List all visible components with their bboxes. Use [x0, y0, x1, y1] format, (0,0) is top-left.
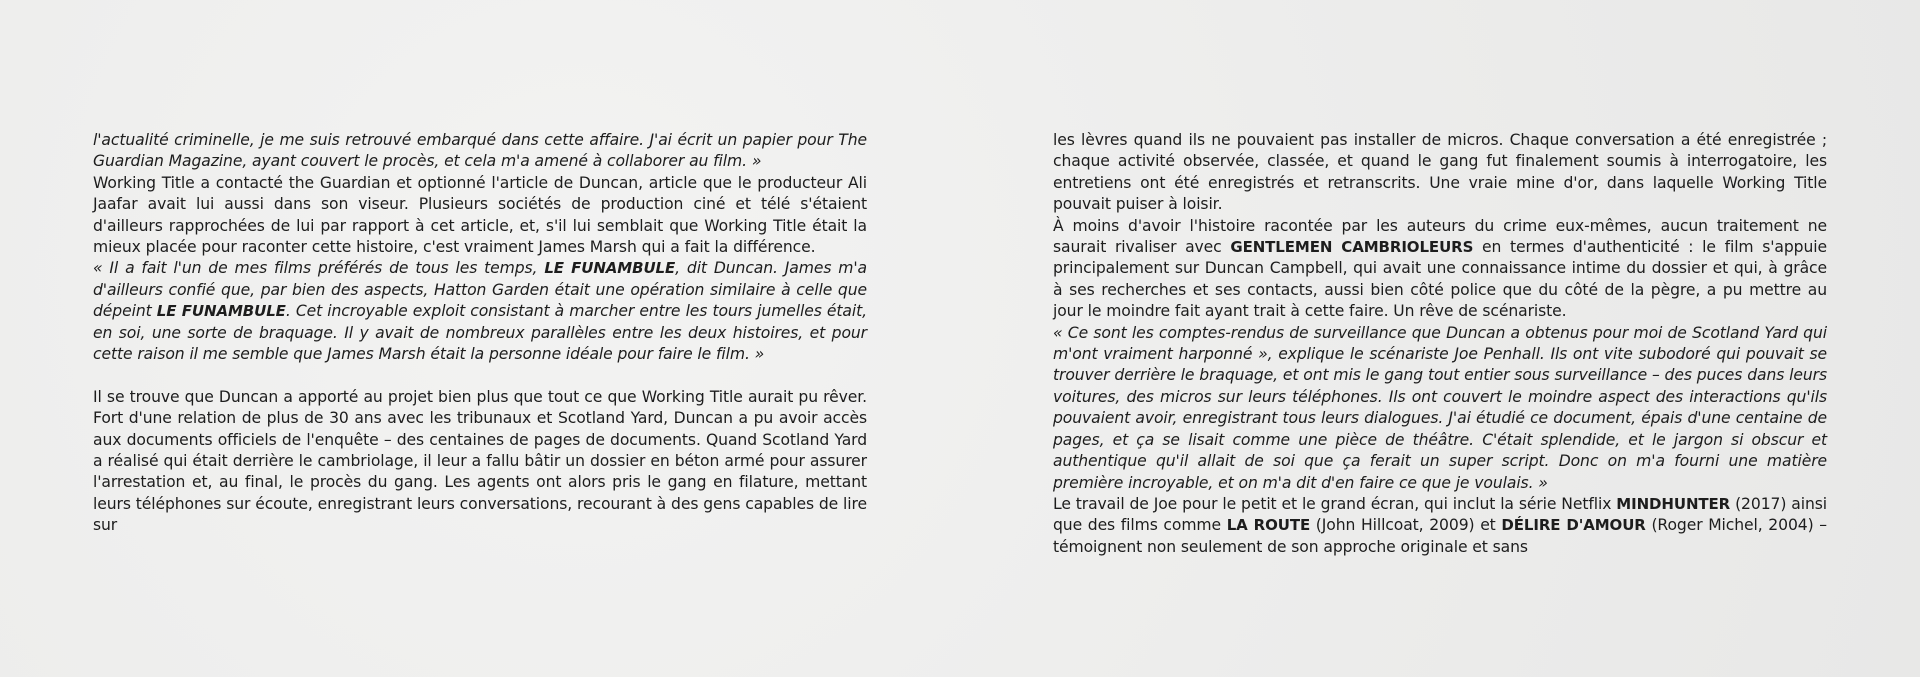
film-title: LE FUNAMBULE	[544, 259, 676, 278]
body-paragraph: Il se trouve que Duncan a apporté au projet bien plus que tout ce que Working Title aurait pu rêver. Fort d'une relation de plus de 30 ans avec les tribunaux et Scotland Yard, Duncan a pu avoir accès aux documents officiels de l'enquête – des centaines de pages de documents. Quand Scotland Yard a réalisé qui était derrière le cambriolage, il leur a fallu bâtir un dossier en béton armé pour assurer l'arrestation et, au final, le procès du gang. Les agents ont alors pris le gang en filature, mettant leurs téléphones sur écoute, enregistrant leurs conversations, recourant à des gens capables de lire sur	[93, 387, 867, 535]
text-run: (2017) ainsi que des films comme	[1053, 494, 1827, 535]
text-run: en termes d'authenticité : le film s'appuie principalement sur Duncan Campbell, qui avait une connaissance intime du dossier et qui, à grâce à ses recherches et ses contacts, aussi bien côté police que du côté de la pègre, a pu mettre au jour le moindre fait ayant trait à cette faire. Un rêve de scénariste.	[1053, 238, 1827, 321]
film-title: LA ROUTE	[1226, 516, 1311, 535]
text-run: Le travail de Joe pour le petit et le grand écran, qui inclut la série Netflix	[1053, 494, 1617, 513]
body-paragraph: les lèvres quand ils ne pouvaient pas installer de micros. Chaque conversation a été enregistrée ; chaque activité observée, classée, et quand le gang fut finalement soumis à interrogatoire, les entretiens ont été enregistrés et retranscrits. Une vraie mine d'or, dans laquelle Working Title pouvait puiser à loisir.	[1053, 131, 1827, 214]
film-title: MINDHUNTER	[1616, 494, 1731, 513]
film-title: DÉLIRE D'AMOUR	[1501, 516, 1646, 535]
text-run: (John Hillcoat, 2009) et	[1310, 516, 1502, 535]
text-run: « Il a fait l'un de mes films préférés de tous les temps,	[93, 259, 545, 278]
film-title: GENTLEMEN CAMBRIOLEURS	[1230, 238, 1474, 257]
body-paragraph	[1053, 494, 1827, 558]
text-run: . Cet incroyable exploit consistant à marcher entre les tours jumelles était, en soi, une sorte de braquage. Il y avait de nombreux parallèles entre les deux histoires, et pour cette raison il me semble que James Marsh était la personne idéale pour faire le film. »	[93, 302, 867, 364]
text-run: (Roger Michel, 2004) – témoignent non seulement de son approche originale et sans	[1053, 516, 1827, 556]
text-run: , dit Duncan. James m'a d'ailleurs confié que, par bien des aspects, Hatton Garden était une opération similaire à celle que dépeint	[93, 259, 867, 321]
film-title: LE FUNAMBULE	[156, 302, 286, 321]
body-paragraph: Working Title a contacté the Guardian et optionné l'article de Duncan, article que le producteur Ali Jaafar avait lui aussi dans son viseur. Plusieurs sociétés de production ciné et télé s'étaient d'ailleurs rapprochées de lui par rapport à cet article, et, s'il lui semblait que Working Title était la mieux placée pour raconter cette histoire, c'est vraiment James Marsh qui a fait la différence.	[93, 173, 867, 257]
body-paragraph	[1053, 216, 1827, 323]
text-run: À moins d'avoir l'histoire racontée par les auteurs du crime eux-mêmes, aucun traitement ne saurait rivaliser avec	[1053, 216, 1827, 257]
quote-paragraph	[93, 258, 867, 365]
left-column	[93, 130, 867, 537]
quote-paragraph: « Ce sont les comptes-rendus de surveillance que Duncan a obtenus pour moi de Scotland Yard qui m'ont vraiment harponné », explique le scénariste Joe Penhall. Ils ont vite subodoré qui pouvait se trouver derrière le braquage, et ont mis le gang tout entier sous surveillance – des puces dans leurs voitures, des micros sur leurs téléphones. Ils ont couvert le moindre aspect des interactions qu'ils pouvaient avoir, enregistrant tous leurs dialogues. J'ai étudié ce document, épais d'une centaine de pages, et ça se lisait comme une pièce de théâtre. C'était splendide, et le jargon si obscur et authentique qu'il allait de soi que ça ferait un super script. Donc on m'a fourni une matière première incroyable, et on m'a dit d'en faire ce que je voulais. »	[1053, 323, 1827, 492]
quote-paragraph: l'actualité criminelle, je me suis retrouvé embarqué dans cette affaire. J'ai écrit un papier pour The Guardian Magazine, ayant couvert le procès, et cela m'a amené à collaborer au film. »	[93, 131, 867, 171]
right-column	[1053, 130, 1827, 558]
